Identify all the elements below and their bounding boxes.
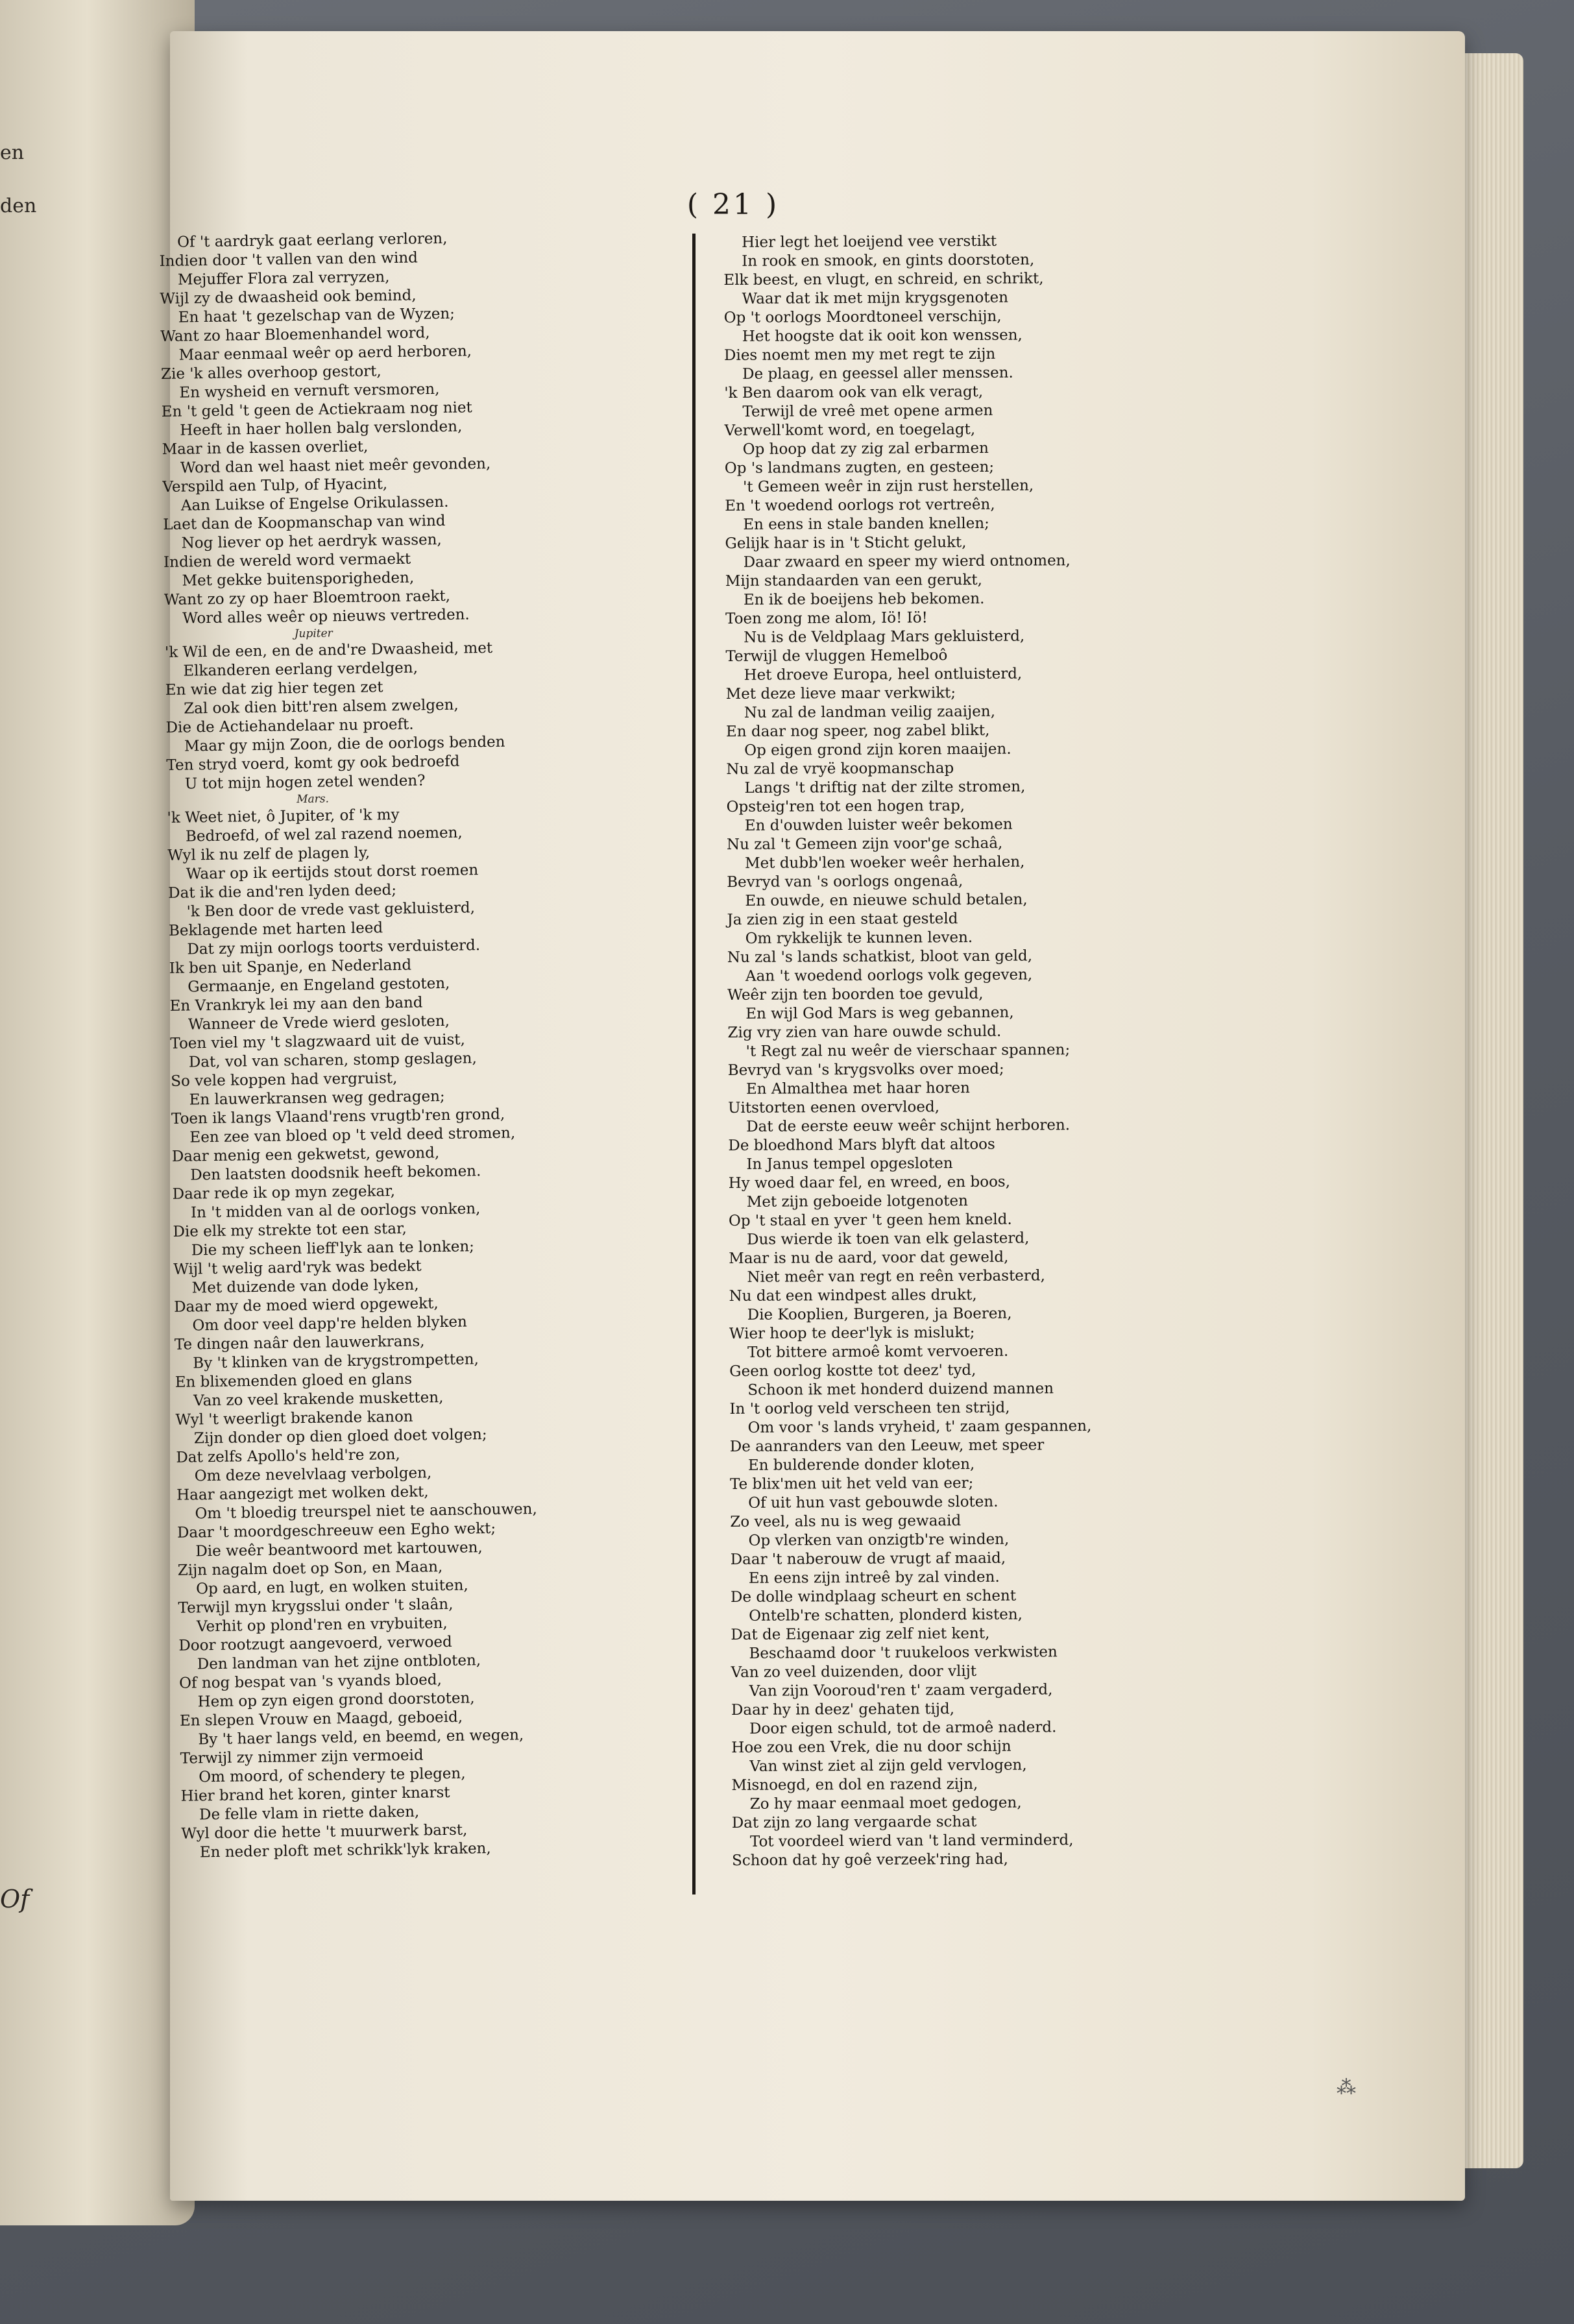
verse-line: Hier brand het koren, ginter knarst — [180, 1784, 450, 1805]
verse-line: En slepen Vrouw en Maagd, geboeid, — [179, 1708, 463, 1730]
verse-line: Uitstorten eenen overvloed, — [727, 1098, 940, 1117]
verse-line: Nu is de Veldplaag Mars gekluisterd, — [744, 627, 1025, 646]
verse-line: Nu zal 's lands schatkist, bloot van geld, — [727, 947, 1033, 966]
verse-line: De dolle windplaag scheurt en schent — [730, 1587, 1017, 1606]
verse-line: Beschaamd door 't ruukeloos verkwisten — [749, 1643, 1058, 1662]
verse-line: Dat zy mijn oorlogs toorts verduisterd. — [187, 937, 481, 958]
verse-line: En bulderende donder kloten, — [747, 1455, 975, 1474]
verse-line: Schoon dat hy goê verzeek'ring had, — [732, 1850, 1009, 1869]
verse-line: En blixemenden gloed en glans — [175, 1370, 413, 1391]
verse-line: By 't klinken van de krygstrompetten, — [193, 1351, 479, 1372]
verse-line: Te blix'men uit het veld van eer; — [730, 1475, 974, 1493]
verse-line: Van winst ziet al zijn geld vervlogen, — [749, 1756, 1027, 1775]
verse-line: Op aard, en lugt, en wolken stuiten, — [195, 1577, 468, 1598]
verse-line: Waar dat ik met mijn krygsgenoten — [742, 289, 1009, 308]
verse-line: Om rykkelijk te kunnen leven. — [745, 929, 973, 947]
verse-line: Van zijn Vooroud'ren t' zaam vergaderd, — [749, 1681, 1053, 1700]
verse-line: Wier hoop te deer'lyk is mislukt; — [729, 1324, 975, 1342]
verse-line: In Janus tempel opgesloten — [746, 1155, 953, 1173]
verse-line: 'k Ben door de vrede vast gekluisterd, — [186, 899, 476, 921]
verse-line: Haar aangezigt met wolken dekt, — [176, 1483, 429, 1504]
left-page-fragment: Of — [0, 1885, 30, 1913]
verse-line: Het droeve Europa, heel ontluisterd, — [744, 665, 1023, 684]
verse-line: Geen oorlog kostte tot deez' tyd, — [729, 1361, 976, 1380]
verse-line: Tot voordeel wierd van 't land verminderd, — [749, 1832, 1074, 1850]
verse-line: Nu zal 't Gemeen zijn voor'ge schaâ, — [726, 834, 1003, 853]
verse-line: Daar my de moed wierd opgewekt, — [173, 1295, 439, 1316]
verse-line: Bevryd van 's oorlogs ongenaâ, — [727, 873, 963, 891]
verse-line: Om voor 's lands vryheid, t' zaam gespannen, — [747, 1418, 1092, 1436]
verse-line: En 't geld 't geen de Actiekraam nog niet — [161, 399, 472, 420]
verse-line: Het hoogste dat ik ooit kon wenssen, — [742, 326, 1023, 345]
verse-line: Dat ik die and'ren lyden deed; — [168, 881, 397, 902]
verse-line: Zijn donder op dien gloed doet volgen; — [193, 1426, 487, 1447]
verse-line: Zie 'k alles overhoop gestort, — [160, 363, 381, 383]
verse-line: Verspild aen Tulp, of Hyacint, — [162, 476, 388, 496]
verse-line: Toen zong me alom, Iö! Iö! — [725, 609, 928, 627]
verse-line: Hy woed daar fel, en wreed, en boos, — [728, 1173, 1011, 1192]
verse-line: Ten stryd voerd, komt gy ook bedroefd — [166, 753, 460, 774]
verse-line: Elkanderen eerlang verdelgen, — [183, 659, 418, 680]
verse-line: Die my scheen lieff'lyk aan te lonken; — [191, 1238, 475, 1259]
verse-line: Terwijl myn krygsslui onder 't slaân, — [178, 1595, 454, 1617]
verse-line: Te dingen naâr den lauwerkrans, — [174, 1333, 425, 1353]
verse-line: Terwijl zy nimmer zijn vermoeid — [180, 1747, 424, 1767]
verse-line: Hier legt het loeijend vee verstikt — [742, 232, 997, 251]
column-divider — [692, 234, 696, 1894]
page-number: ( 21 ) — [686, 188, 780, 221]
verse-line: 't Regt zal nu weêr de vierschaar spannen; — [745, 1041, 1071, 1060]
verse-line: Wyl ik nu zelf de plagen ly, — [167, 844, 370, 864]
verse-line: Door rootzugt aangevoerd, verwoed — [178, 1633, 452, 1654]
verse-line: Den landman van het zijne ontbloten, — [197, 1652, 481, 1673]
verse-line: Hoe zou een Vrek, die nu door schijn — [731, 1737, 1011, 1756]
verse-line: En ouwde, en nieuwe schuld betalen, — [745, 891, 1028, 910]
verse-line: Wyl door die hette 't muurwerk barst, — [181, 1821, 468, 1843]
verse-line: Beklagende met harten leed — [168, 919, 383, 939]
verse-line: En 't woedend oorlogs rot vertreên, — [725, 496, 995, 514]
verse-line: Indien de wereld word vermaekt — [163, 550, 411, 571]
verse-line: Maar eenmaal weêr op aerd herboren, — [178, 343, 472, 364]
verse-line: Nu zal de landman veilig zaaijen, — [744, 703, 996, 721]
verse-line: Dat de Eigenaar zig zelf niet kent, — [731, 1625, 990, 1643]
verse-line: Op eigen grond zijn koren maaijen. — [744, 740, 1011, 759]
poem-column-left — [159, 226, 727, 1862]
verse-line: Gelijk haar is in 't Sticht gelukt, — [725, 534, 967, 552]
verse-line: Bevryd van 's krygsvolks over moed; — [727, 1060, 1004, 1079]
verse-line: Terwijl de vreê met opene armen — [742, 402, 993, 420]
verse-line: Wijl 't welig aard'ryk was bedekt — [173, 1257, 422, 1278]
verse-line: Dus wierde ik toen van elk gelasterd, — [747, 1229, 1030, 1248]
verse-line: In rook en smook, en gints doorstoten, — [742, 251, 1035, 270]
verse-line: Indien door 't vallen van den wind — [159, 249, 418, 270]
verse-line: Zig vry zien van hare ouwde schuld. — [727, 1023, 1002, 1041]
verse-line: En eens zijn intreê by zal vinden. — [748, 1568, 1000, 1587]
verse-line: 't Gemeen weêr in zijn rust herstellen, — [742, 477, 1034, 496]
verse-line: De aanranders van den Leeuw, met speer — [729, 1436, 1045, 1455]
verse-line: Daar 't naberouw de vrugt af maaid, — [730, 1549, 1006, 1568]
verse-line: Ontelb're schatten, plonderd kisten, — [749, 1606, 1023, 1625]
verse-line: Dat zelfs Apollo's held're zon, — [176, 1446, 400, 1466]
verse-line: 'k Wil de een, en de and're Dwaasheid, met — [164, 639, 493, 661]
poem-column-right — [723, 231, 1199, 1870]
verse-line: Weêr zijn ten boorden toe gevuld, — [727, 985, 984, 1004]
verse-line: By 't haer langs veld, en beemd, en wegen, — [198, 1726, 524, 1749]
verse-line: En neder ploft met schrikk'lyk kraken, — [199, 1840, 491, 1861]
verse-line: Dat de eerste eeuw weêr schijnt herboren. — [746, 1117, 1071, 1135]
verse-line: Nu zal de vryë koopmanschap — [726, 760, 954, 778]
verse-line: Daar menig een gekwetst, gewond, — [171, 1144, 440, 1165]
verse-line: Op hoop dat zy zig zal erbarmen — [742, 439, 989, 458]
verse-line: Schoon ik met honderd duizend mannen — [747, 1380, 1054, 1399]
verse-line: Om 't bloedig treurspel niet te aanschouwen, — [195, 1501, 537, 1523]
verse-line: Of 't aardryk gaat eerlang verloren, — [177, 230, 448, 251]
verse-line: Bedroefd, of wel zal razend noemen, — [185, 824, 463, 845]
verse-line: Verwell'komt word, en toegelagt, — [724, 420, 976, 439]
verse-line: Van zo veel krakende musketten, — [193, 1389, 444, 1410]
verse-line: Opsteig'ren tot een hogen trap, — [726, 797, 965, 816]
verse-line: De felle vlam in riette daken, — [199, 1803, 420, 1824]
verse-line: Die Kooplien, Burgeren, ja Boeren, — [747, 1305, 1012, 1324]
verse-line: Zo veel, als nu is weg gewaaid — [730, 1512, 962, 1531]
verse-line: Daar hy in deez' gehaten tijd, — [731, 1701, 955, 1719]
verse-line: Zal ook dien bitt'ren alsem zwelgen, — [184, 696, 459, 718]
verse-line: Aan 't woedend oorlogs volk gegeven, — [745, 966, 1033, 985]
verse-line: Verhit op plond'ren en vrybuiten, — [196, 1615, 448, 1636]
verse-line: Met zijn geboeide lotgenoten — [746, 1192, 968, 1211]
verse-line: Waar op ik eertijds stout dorst roemen — [186, 862, 479, 883]
verse-line: Die de Actiehandelaar nu proeft. — [165, 716, 414, 736]
verse-line: Met dubb'len woeker weêr herhalen, — [745, 853, 1025, 872]
verse-line: Word dan wel haast niet meêr gevonden, — [180, 455, 491, 477]
verse-line: Dies noemt men my met regt te zijn — [723, 345, 996, 364]
verse-line: U tot mijn hogen zetel wenden? — [184, 772, 426, 793]
verse-line: En wie dat zig hier tegen zet — [165, 679, 383, 699]
verse-line: Nog liever op het aerdryk wassen, — [181, 531, 442, 552]
verse-line: Zijn nagalm doet op Son, en Maan, — [177, 1558, 443, 1579]
verse-line: Niet meêr van regt en reên verbasterd, — [747, 1267, 1045, 1286]
verse-line: Die weêr beantwoord met kartouwen, — [195, 1539, 483, 1560]
verse-line: De bloedhond Mars blyft dat altoos — [728, 1135, 995, 1154]
verse-line: Maar gy mijn Zoon, die de oorlogs benden — [184, 733, 505, 755]
verse-line: Op 's landmans zugten, en gesteen; — [724, 458, 995, 477]
verse-line: Op vlerken van onzigtb're winden, — [748, 1531, 1010, 1549]
verse-line: Toen viel my 't slagzwaard uit de vuist, — [170, 1031, 466, 1052]
verse-line: 'k Weet niet, ô Jupiter, of 'k my — [167, 806, 400, 827]
verse-line: Mejuffer Flora zal verryzen, — [177, 269, 390, 289]
verse-line: En eens in stale banden knellen; — [743, 514, 989, 533]
page-mark: ⁂ — [1337, 2076, 1356, 2099]
verse-line: En d'ouwden luister weêr bekomen — [744, 816, 1013, 834]
verse-line: En wijl God Mars is weg gebannen, — [745, 1004, 1014, 1023]
verse-line: Om moord, of schendery te plegen, — [199, 1765, 466, 1786]
verse-line: Want zo haar Bloemenhandel word, — [160, 324, 430, 345]
verse-line: Laet dan de Koopmanschap van wind — [163, 512, 446, 533]
verse-line: En lauwerkransen weg gedragen; — [189, 1087, 445, 1109]
verse-line: Germaanje, en Engeland gestoten, — [188, 974, 450, 996]
verse-line: Daar 't moordgeschreeuw een Egho wekt; — [176, 1519, 496, 1542]
verse-line: Met deze lieve maar verkwikt; — [725, 684, 956, 703]
verse-line: En daar nog speer, nog zabel blikt, — [725, 721, 990, 740]
verse-line: Dat zijn zo lang vergaarde schat — [731, 1813, 977, 1832]
left-page-fragment: den — [0, 195, 37, 217]
verse-line: Nu dat een windpest alles drukt, — [729, 1286, 977, 1305]
verse-line: Met duizende van dode lyken, — [191, 1276, 419, 1297]
verse-line: Want zo zy op haer Bloemtroon raekt, — [163, 587, 451, 609]
verse-line: En haat 't gezelschap van de Wyzen; — [178, 305, 455, 326]
verse-line: Met gekke buitensporigheden, — [182, 569, 415, 590]
verse-line: Den laatsten doodsnik heeft bekomen. — [190, 1163, 481, 1184]
verse-line: Heeft in haer hollen balg verslonden, — [180, 418, 463, 439]
verse-line: Hem op zyn eigen grond doorstoten, — [197, 1689, 475, 1711]
verse-line: Elk beest, en vlugt, en schreid, en schrikt, — [723, 270, 1044, 289]
verse-line: Of uit hun vast gebouwde sloten. — [748, 1493, 999, 1512]
verse-line: Van zo veel duizenden, door vlijt — [731, 1662, 977, 1681]
verse-line: Wyl 't weerligt brakende kanon — [175, 1408, 413, 1429]
verse-line: Ja zien zig in een staat gesteld — [727, 910, 958, 928]
left-page-fragment: en — [0, 141, 25, 164]
verse-line: Wanneer de Vrede wierd gesloten, — [188, 1012, 450, 1034]
verse-line: Op 't oorlogs Moordtoneel verschijn, — [723, 308, 1002, 326]
verse-line: Dat, vol van scharen, stomp geslagen, — [188, 1050, 477, 1071]
verse-line: Wijl zy de dwaasheid ook bemind, — [160, 287, 417, 308]
verse-line: Daar rede ik op myn zegekar, — [172, 1183, 396, 1203]
verse-line: Of nog bespat van 's vyands bloed, — [179, 1671, 442, 1692]
verse-line: En ik de boeijens heb bekomen. — [743, 590, 985, 609]
speaker-label: Jupiter — [294, 627, 333, 641]
verse-line: En Almalthea met haar horen — [745, 1080, 971, 1098]
verse-line: Toen ik langs Vlaand'rens vrugtb'ren grond, — [171, 1106, 505, 1128]
verse-line: Terwijl de vluggen Hemelboô — [725, 647, 948, 665]
verse-line: In 't midden van al de oorlogs vonken, — [190, 1200, 481, 1222]
verse-line: Een zee van bloed op 't veld deed stromen, — [189, 1124, 516, 1146]
verse-line: In 't oorlog veld verscheen ten strijd, — [729, 1399, 1010, 1418]
verse-line: En Vrankryk lei my aan den band — [169, 994, 423, 1015]
verse-line: En wysheid en vernuft versmoren, — [179, 380, 440, 402]
verse-line: Op 't staal en yver 't geen hem kneld. — [728, 1211, 1012, 1229]
verse-line: Tot bittere armoê komt vervoeren. — [747, 1342, 1009, 1361]
verse-line: Door eigen schuld, tot de armoê naderd. — [749, 1719, 1057, 1737]
verse-line: Om deze nevelvlaag verbolgen, — [194, 1464, 432, 1485]
verse-line: Die elk my strekte tot een star, — [173, 1220, 407, 1241]
verse-line: Ik ben uit Spanje, en Nederland — [169, 956, 412, 977]
verse-line: 'k Ben daarom ook van elk veragt, — [724, 383, 984, 402]
verse-line: Aan Luikse of Engelse Orikulassen. — [180, 493, 449, 514]
verse-line: De plaag, en geessel aller menssen. — [742, 364, 1013, 383]
speaker-label: Mars. — [297, 792, 330, 806]
verse-line: Misnoegd, en dol en razend zijn, — [731, 1775, 978, 1794]
verse-line: Om door veel dapp're helden blyken — [192, 1313, 468, 1335]
verse-line: So vele koppen had vergruist, — [171, 1069, 398, 1090]
verse-line: Word alles weêr op nieuws vertreden. — [182, 606, 470, 627]
verse-line: Langs 't driftig nat der zilte stromen, — [744, 778, 1026, 797]
verse-line: Maar is nu de aard, voor dat geweld, — [729, 1248, 1009, 1267]
verse-line: Zo hy maar eenmaal moet gedogen, — [749, 1794, 1022, 1813]
verse-line: Mijn standaarden van een gerukt, — [725, 571, 983, 590]
verse-line: Daar zwaard en speer my wierd ontnomen, — [743, 552, 1071, 571]
verse-line: Maar in de kassen overliet, — [162, 438, 369, 458]
page-stack-edge — [1460, 53, 1523, 2168]
